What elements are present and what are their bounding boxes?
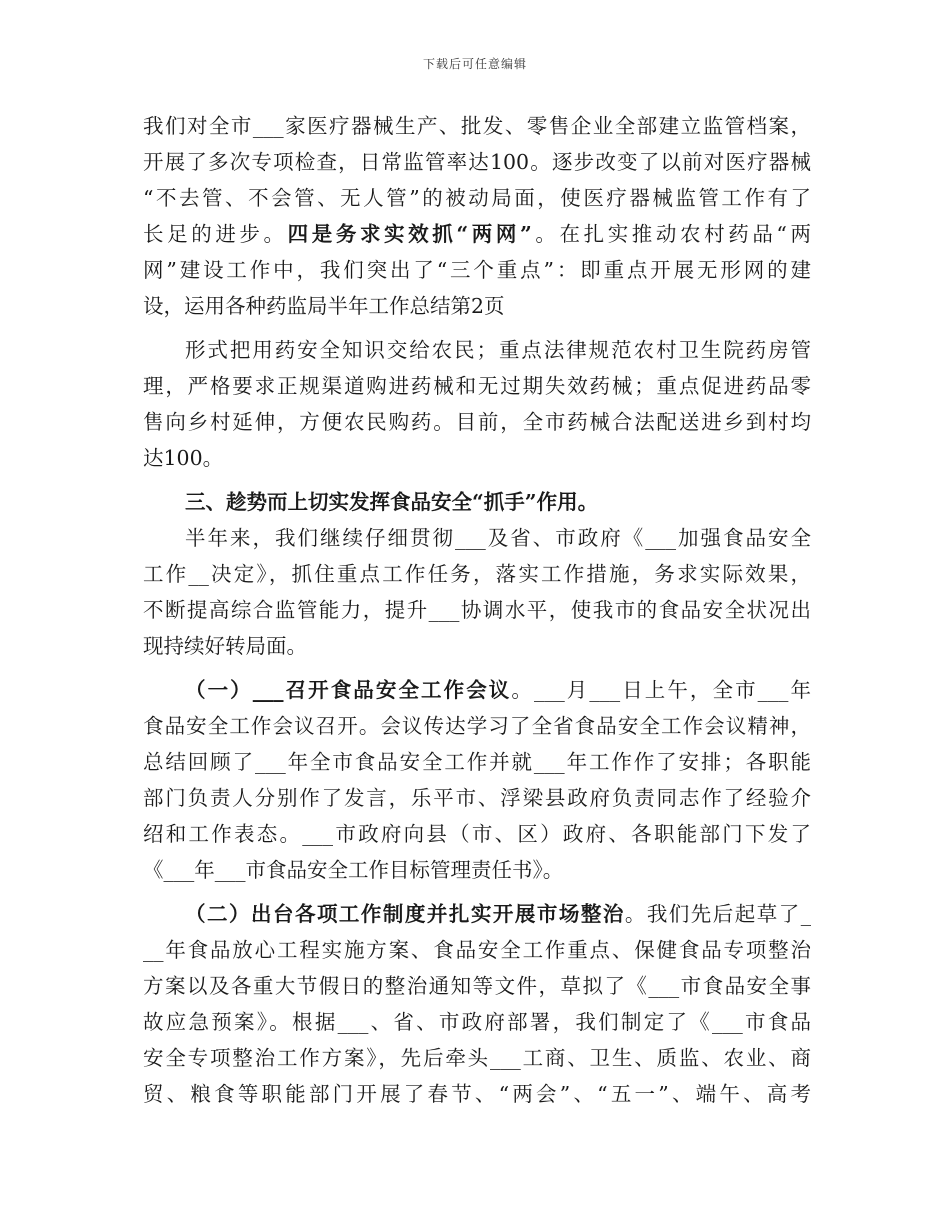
text-line: 食品安全工作会议召开。会议传达学习了全省食品安全工作会议精神， xyxy=(143,714,811,738)
text-line: 理，严格要求正规渠道购进药械和无过期失效药械；重点促进药品零 xyxy=(143,374,811,398)
text-line xyxy=(143,216,811,252)
body-text: 。在扎实推动农村药品“两 xyxy=(531,222,812,246)
text-line: 开展了多次专项检查，日常监管率达100。逐步改变了以前对医疗器械 xyxy=(143,150,811,174)
text-line: 贸、粮食等职能部门开展了春节、“两会”、“五一”、端午、高考 xyxy=(143,1082,811,1106)
text-line: 总结回顾了___年全市食品安全工作并就___年工作作了安排；各职能 xyxy=(143,750,811,774)
text-line: 《___年___市食品安全工作目标管理责任书》。 xyxy=(143,858,564,882)
bold-heading-text: （二）出台各项工作制度并扎实开展市场整治 xyxy=(185,902,625,926)
text-line: 售向乡村延伸，方便农民购药。目前，全市药械合法配送进乡到村均 xyxy=(143,410,811,434)
text-line: 网”建设工作中，我们突出了“三个重点”：即重点开展无形网的建 xyxy=(143,258,811,282)
bold-heading-text: 四是务求实效抓“两网” xyxy=(287,222,532,246)
text-line: 三、趁势而上切实发挥食品安全“抓手”作用。 xyxy=(185,490,599,514)
text-line: 形式把用药安全知识交给农民；重点法律规范农村卫生院药房管 xyxy=(185,338,811,362)
text-line: 现持续好转局面。 xyxy=(143,634,307,658)
page-header: 下载后可任意编辑 xyxy=(422,57,527,71)
text-line: 故应急预案》。根据___、省、市政府部署，我们制定了《___市食品 xyxy=(143,1010,811,1034)
text-line: 不断提高综合监管能力，提升___协调水平，使我市的食品安全状况出 xyxy=(143,598,811,622)
body-text: 。我们先后起草了_ xyxy=(624,902,812,926)
text-line: 设，运用各种药监局半年工作总结第2页 xyxy=(143,294,505,318)
text-line xyxy=(143,672,811,708)
text-line: 安全专项整治工作方案》，先后牵头___工商、卫生、质监、农业、商 xyxy=(143,1046,811,1070)
text-line: 我们对全市___家医疗器械生产、批发、零售企业全部建立监管档案， xyxy=(143,114,811,138)
text-line: 达100。 xyxy=(143,446,224,470)
text-line: 方案以及各重大节假日的整治通知等文件，草拟了《___市食品安全事 xyxy=(143,974,811,998)
text-line: __年食品放心工程实施方案、食品安全工作重点、保健食品专项整治 xyxy=(143,938,811,962)
body-text: 。___月___日上午，全市___年 xyxy=(511,678,812,702)
text-line: 半年来，我们继续仔细贯彻___及省、市政府《___加强食品安全 xyxy=(185,526,811,550)
bold-heading-text: （一）___召开食品安全工作会议 xyxy=(185,678,512,702)
text-line xyxy=(143,896,811,932)
text-line: 部门负责人分别作了发言，乐平市、浮梁县政府负责同志作了经验介 xyxy=(143,786,811,810)
body-text: 长足的进步。 xyxy=(143,222,288,246)
text-line: 工作__决定》，抓住重点工作任务，落实工作措施，务求实际效果， xyxy=(143,562,811,586)
text-line: “不去管、不会管、无人管”的被动局面，使医疗器械监管工作有了 xyxy=(143,186,811,210)
text-line: 绍和工作表态。___市政府向县（市、区）政府、各职能部门下发了 xyxy=(143,822,811,846)
